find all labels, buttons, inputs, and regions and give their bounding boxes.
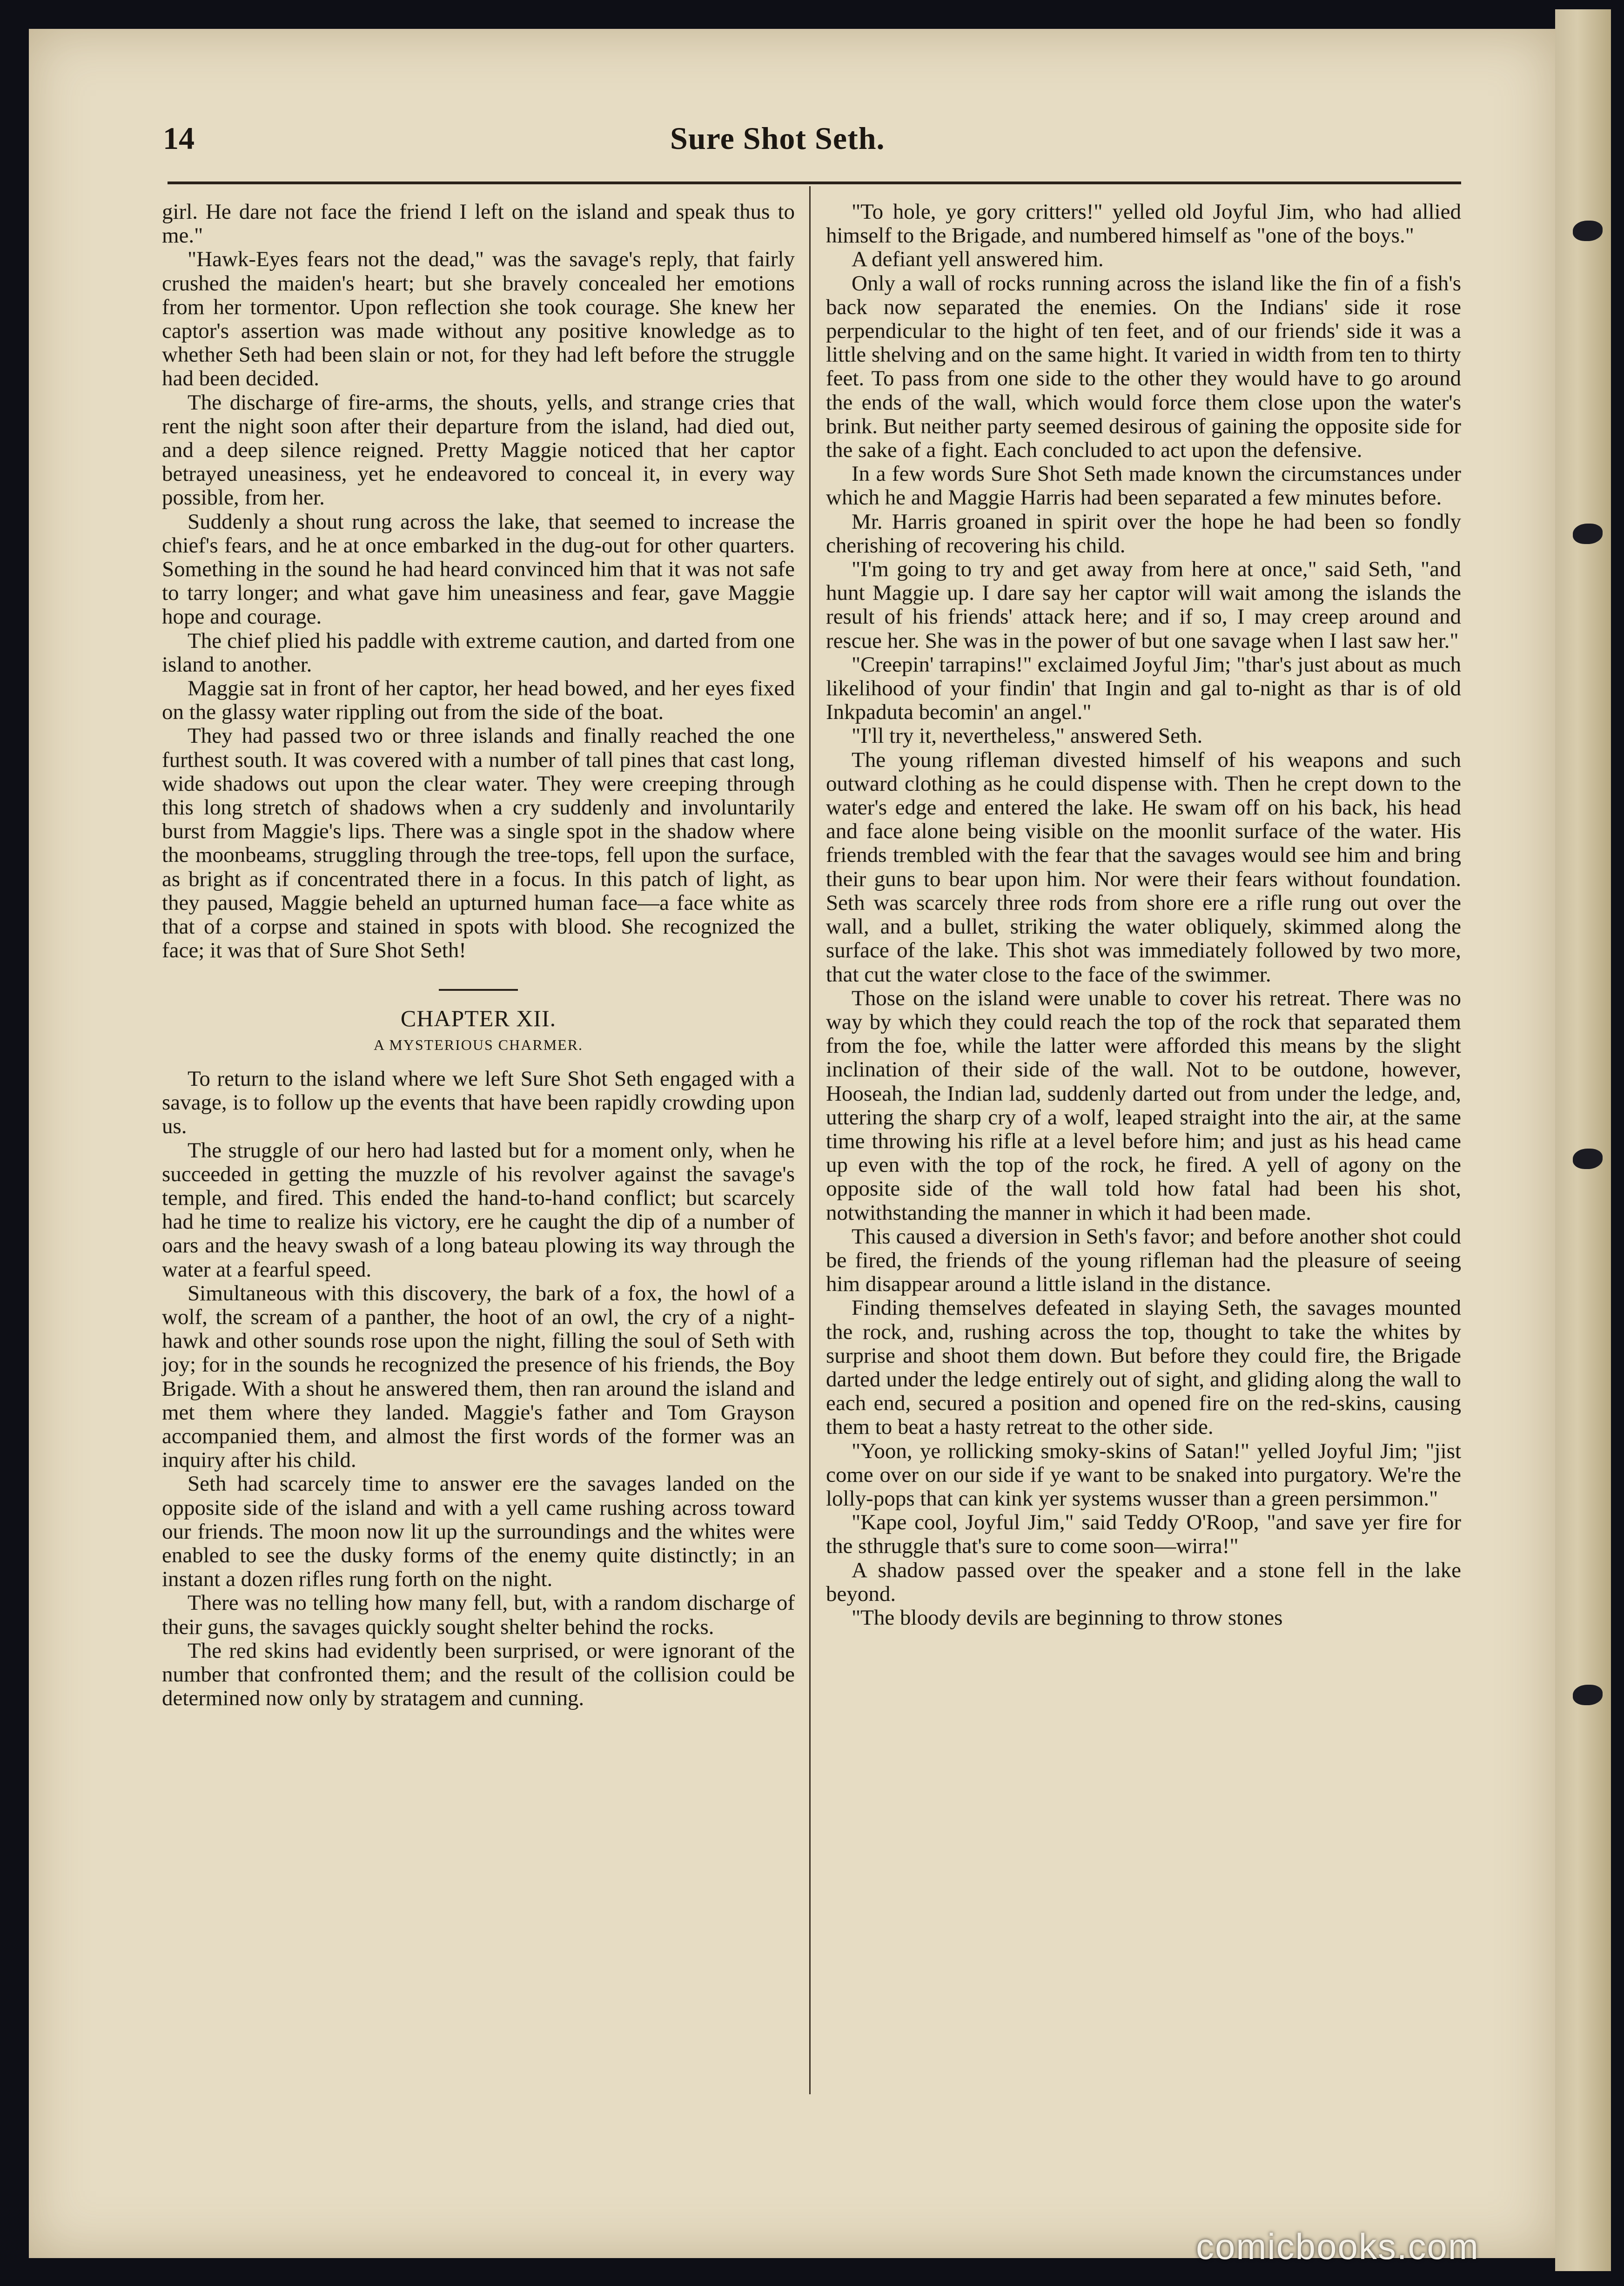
paragraph: The struggle of our hero had lasted but for a moment only, when he succeeded in getting the muzzle of his revolver against the savage's temple, and fired. This ended the hand-to-hand conflict; but scarcely had he time to realize his victory, ere he caught the dip of a number of oars and the heavy swash of a long bateau plowing its way through the water at a fearful speed.	[162, 1138, 795, 1282]
paragraph: The discharge of fire-arms, the shouts, yells, and strange cries that rent the night soon after their departure from the island, had died out, and a deep silence reigned. Pretty Maggie noticed that her captor betrayed uneasiness, yet he endeavored to conceal it, in every way possible, from her.	[162, 390, 795, 510]
paragraph: "Yoon, ye rollicking smoky-skins of Satan!" yelled Joyful Jim; "jist come over on our side if ye want to be snaked into purgatory. We're the lolly-pops that can kink yer systems wusser than a green persimmon."	[826, 1439, 1461, 1511]
paragraph: A defiant yell answered him.	[852, 247, 1104, 272]
paragraph: Only a wall of rocks running across the island like the fin of a fish's back now separated the enemies. On the Indians' side it rose perpendicular to the hight of ten feet, and of our friends' side it was a little shelving and on the same hight. It varied in width from ten to thirty feet. To pass from one side to the other they would have to go around the ends of the wall, which would force them close upon the water's brink. But neither party seemed desirous of gaining the opposite side for the sake of a fight. Each concluded to act upon the defensive.	[826, 271, 1461, 463]
paragraph: "I'm going to try and get away from here at once," said Seth, "and hunt Maggie up. I dare say her captor will wait among the islands the result of his friends' attack here; and if so, I may creep around and rescue her. She was in the power of but one savage when I last saw her."	[826, 557, 1461, 653]
left-column	[162, 200, 795, 1710]
paragraph: girl. He dare not face the friend I left on the island and speak thus to me."	[162, 200, 795, 248]
paragraph: "Hawk-Eyes fears not the dead," was the savage's reply, that fairly crushed the maiden's heart; but she bravely concealed her emotions from her tormentor. Upon reflection she took courage. She knew her captor's assertion was made without any positive knowledge as to whether Seth had been slain or not, for they had left before the struggle had been decided.	[162, 247, 795, 391]
page-number: 14	[163, 121, 195, 156]
binding-gutter	[1555, 9, 1611, 2271]
chapter-rule	[439, 989, 518, 991]
header-rule	[168, 182, 1461, 184]
site-watermark: comicbooks.com	[1196, 2226, 1479, 2267]
column-divider	[809, 186, 811, 2094]
paragraph: Those on the island were unable to cover his retreat. There was no way by which they could reach the top of the rock that separated them from the foe, while the latter were afforded this means by the slight inclination of their side of the wall. Not to be outdone, however, Hooseah, the Indian lad, suddenly darted out from under the ledge, and, uttering the sharp cry of a wolf, leaped straight into the air, at the same time throwing his rifle at a level before him; and just as his head came up even with the top of the rock, he fired. A yell of agony on the opposite side of the wall told how fatal had been his shot, notwithstanding the manner in which it had been made.	[826, 986, 1461, 1225]
paragraph: The chief plied his paddle with extreme caution, and darted from one island to another.	[162, 628, 795, 677]
paragraph: Seth had scarcely time to answer ere the savages landed on the opposite side of the island and with a yell came rushing across toward our friends. The moon now lit up the surroundings and the whites were enabled to see the dusky forms of the enemy quite distinctly; in an instant a dozen rifles rung forth on the night.	[162, 1472, 795, 1592]
running-title: Sure Shot Seth.	[670, 121, 885, 156]
paragraph: "Creepin' tarrapins!" exclaimed Joyful Jim; "thar's just about as much likelihood of your findin' that Ingin and gal to-night as thar is of old Inkpaduta becomin' an angel."	[826, 652, 1461, 725]
chapter-subheading: A MYSTERIOUS CHARMER.	[373, 1036, 584, 1053]
paragraph: A shadow passed over the speaker and a stone fell in the lake beyond.	[826, 1558, 1461, 1606]
paragraph: Simultaneous with this discovery, the bark of a fox, the howl of a wolf, the scream of a panther, the hoot of an owl, the cry of a night-hawk and other sounds rose upon the night, filling the soul of Seth with joy; for in the sounds he recognized the presence of his friends, the Boy Brigade. With a shout he answered them, then ran around the island and met them where they landed. Maggie's father and Tom Grayson accompanied them, and almost the first words of the former was an inquiry after his child.	[162, 1281, 795, 1472]
paragraph: "I'll try it, nevertheless," answered Seth.	[852, 724, 1203, 748]
paragraph: Maggie sat in front of her captor, her head bowed, and her eyes fixed on the glassy water rippling out from the side of the boat.	[162, 676, 795, 725]
binding-staple-hole	[1573, 524, 1603, 544]
binding-staple-hole	[1573, 1685, 1603, 1705]
paragraph: They had passed two or three islands and finally reached the one furthest south. It was covered with a number of tall pines that cast long, wide shadows out upon the clear water. They were creeping through this long stretch of shadows when a cry suddenly and involuntarily burst from Maggie's lips. There was a single spot in the shadow where the moonbeams, struggling through the tree-tops, fell upon the surface, as bright as if concentrated there in a focus. In this patch of light, as they paused, Maggie beheld an upturned human face—a face white as that of a corpse and stained in spots with blood. She recognized the face; it was that of Sure Shot Seth!	[162, 724, 795, 963]
paragraph: The red skins had evidently been surprised, or were ignorant of the number that confronted them; and the result of the collision could be determined now only by stratagem and cunning.	[162, 1638, 795, 1711]
chapter-heading: CHAPTER XII.	[400, 1005, 557, 1031]
paragraph: There was no telling how many fell, but, with a random discharge of their guns, the savages quickly sought shelter behind the rocks.	[162, 1591, 795, 1639]
paragraph: To return to the island where we left Sure Shot Seth engaged with a savage, is to follow up the events that have been rapidly crowding upon us.	[162, 1066, 795, 1139]
paragraph: The young rifleman divested himself of his weapons and such outward clothing as he could dispense with. Then he crept down to the water's edge and entered the lake. He swam off on his back, his head and face alone being visible on the moonlit surface of the water. His friends trembled with the fear that the savages would see him and bring their guns to bear upon him. Nor were their fears without foundation. Seth was scarcely three rods from shore ere a rifle rung out over the wall, and a bullet, striking the water obliquely, skimmed along the surface of the lake. This shot was immediately followed by two more, that cut the water close to the face of the swimmer.	[826, 747, 1461, 987]
paragraph: Suddenly a shout rung across the lake, that seemed to increase the chief's fears, and he at once embarked in the dug-out for other quarters. Something in the sound he had heard convinced him that it was not safe to tarry longer; and what gave him uneasiness and fear, gave Maggie hope and courage.	[162, 509, 795, 629]
paragraph: This caused a diversion in Seth's favor; and before another shot could be fired, the friends of the young rifleman had the pleasure of seeing him disappear around a little island in the distance.	[826, 1224, 1461, 1297]
paragraph: "To hole, ye gory critters!" yelled old Joyful Jim, who had allied himself to the Brigade, and numbered himself as "one of the boys."	[826, 200, 1461, 248]
binding-staple-hole	[1573, 221, 1603, 241]
paragraph: "Kape cool, Joyful Jim," said Teddy O'Roop, "and save yer fire for the sthruggle that's sure to come soon—wirra!"	[826, 1510, 1461, 1559]
binding-staple-hole	[1573, 1149, 1603, 1169]
paragraph: In a few words Sure Shot Seth made known the circumstances under which he and Maggie Harris had been separated a few minutes before.	[826, 462, 1461, 510]
paragraph: Mr. Harris groaned in spirit over the hope he had been so fondly cherishing of recovering his child.	[826, 509, 1461, 558]
right-column	[826, 200, 1461, 1630]
paragraph: "The bloody devils are beginning to throw stones	[852, 1605, 1283, 1630]
paragraph: Finding themselves defeated in slaying Seth, the savages mounted the rock, and, rushing across the top, thought to take the whites by surprise and shoot them down. But before they could fire, the Brigade darted under the ledge entirely out of sight, and gliding along the wall to each end, secured a position and opened fire on the red-skins, causing them to beat a hasty retreat to the other side.	[826, 1296, 1461, 1439]
